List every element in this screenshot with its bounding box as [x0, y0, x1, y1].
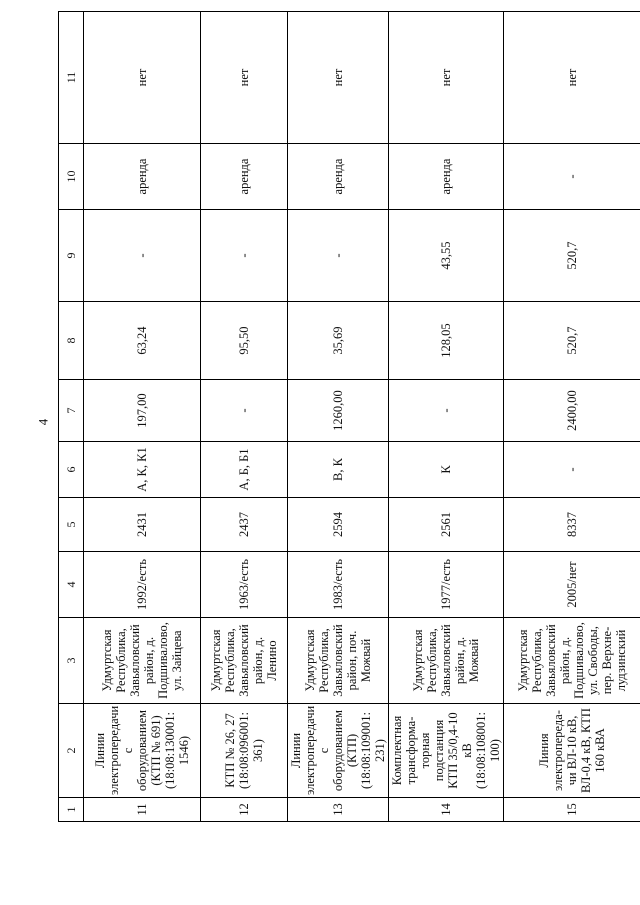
col8-cell: 63,24 — [84, 302, 201, 380]
col10-cell: аренда — [288, 144, 389, 210]
col8-cell: 35,69 — [288, 302, 389, 380]
col10-cell: - — [504, 144, 640, 210]
object-address: Удмуртская Республика, Завьяловский район, д. Можвай — [389, 618, 504, 704]
year-cell: 1963/есть — [201, 552, 288, 618]
rotated-table-container — [58, 12, 628, 822]
header-cell: 2 — [59, 704, 84, 798]
table-row — [201, 12, 288, 822]
col7-cell: - — [201, 380, 288, 442]
col11-cell: нет — [84, 12, 201, 144]
header-cell: 6 — [59, 442, 84, 498]
col5-cell: 2431 — [84, 498, 201, 552]
row-number: 14 — [389, 798, 504, 822]
table-row — [389, 12, 504, 822]
object-name: Комплектная трансформа-торная подстанция КТП 35/0,4-10 кВ (18:08:108001: 100) — [389, 704, 504, 798]
year-cell: 2005/нет — [504, 552, 640, 618]
col7-cell: 197,00 — [84, 380, 201, 442]
header-cell: 11 — [59, 12, 84, 144]
col6-cell: А, Б, Б1 — [201, 442, 288, 498]
col8-cell: 128,05 — [389, 302, 504, 380]
col5-cell: 2594 — [288, 498, 389, 552]
header-cell: 10 — [59, 144, 84, 210]
object-address: Удмуртская Республика, Завьяловский район, д. Подшивалово, ул. Свободы, пер. Верхне-лудзинский — [504, 618, 640, 704]
table-body — [59, 12, 640, 822]
col6-cell: К — [389, 442, 504, 498]
col11-cell: нет — [504, 12, 640, 144]
col9-cell: 520,7 — [504, 210, 640, 302]
col10-cell: аренда — [84, 144, 201, 210]
col5-cell: 2561 — [389, 498, 504, 552]
row-number: 15 — [504, 798, 640, 822]
object-name: Линия электропереда-чи ВЛ-10 кВ, ВЛ-0,4 кВ, КТП 160 кВА — [504, 704, 640, 798]
header-cell: 9 — [59, 210, 84, 302]
header-cell: 4 — [59, 552, 84, 618]
col11-cell: нет — [288, 12, 389, 144]
col6-cell: В, К — [288, 442, 389, 498]
object-address: Удмуртская Республика, Завьяловский район, поч. Можвай — [288, 618, 389, 704]
col9-cell: 43,55 — [389, 210, 504, 302]
header-cell: 7 — [59, 380, 84, 442]
col7-cell: 1260,00 — [288, 380, 389, 442]
year-cell: 1992/есть — [84, 552, 201, 618]
col11-cell: нет — [389, 12, 504, 144]
col11-cell: нет — [201, 12, 288, 144]
col9-cell: - — [201, 210, 288, 302]
year-cell: 1983/есть — [288, 552, 389, 618]
object-name: Линии электропередачи с оборудованием (КТП) (18:08:109001: 231) — [288, 704, 389, 798]
object-address: Удмуртская Республика, Завьяловский район, д. Ленино — [201, 618, 288, 704]
row-number: 13 — [288, 798, 389, 822]
col7-cell: 2400,00 — [504, 380, 640, 442]
page-number: 4 — [35, 418, 51, 426]
table-row — [504, 12, 640, 822]
object-address: Удмуртская Республика, Завьяловский район, д. Подшивалово, ул. Зайцева — [84, 618, 201, 704]
col9-cell: - — [288, 210, 389, 302]
header-cell: 3 — [59, 618, 84, 704]
col9-cell: - — [84, 210, 201, 302]
col6-cell: А, К, К1 — [84, 442, 201, 498]
year-cell: 1977/есть — [389, 552, 504, 618]
row-number: 12 — [201, 798, 288, 822]
object-name: КТП № 26, 27 (18:08:096001: 361) — [201, 704, 288, 798]
col10-cell: аренда — [201, 144, 288, 210]
col6-cell: - — [504, 442, 640, 498]
table-row — [84, 12, 201, 822]
row-number: 11 — [84, 798, 201, 822]
property-table — [58, 11, 640, 822]
col5-cell: 2437 — [201, 498, 288, 552]
header-cell: 5 — [59, 498, 84, 552]
header-cell: 1 — [59, 798, 84, 822]
header-cell: 8 — [59, 302, 84, 380]
col8-cell: 95,50 — [201, 302, 288, 380]
col8-cell: 520,7 — [504, 302, 640, 380]
col5-cell: 8337 — [504, 498, 640, 552]
header-row — [59, 12, 84, 822]
col7-cell: - — [389, 380, 504, 442]
col10-cell: аренда — [389, 144, 504, 210]
table-row — [288, 12, 389, 822]
object-name: Линии электропередачи с оборудованием (КТП № 691) (18:08:130001: 1546) — [84, 704, 201, 798]
